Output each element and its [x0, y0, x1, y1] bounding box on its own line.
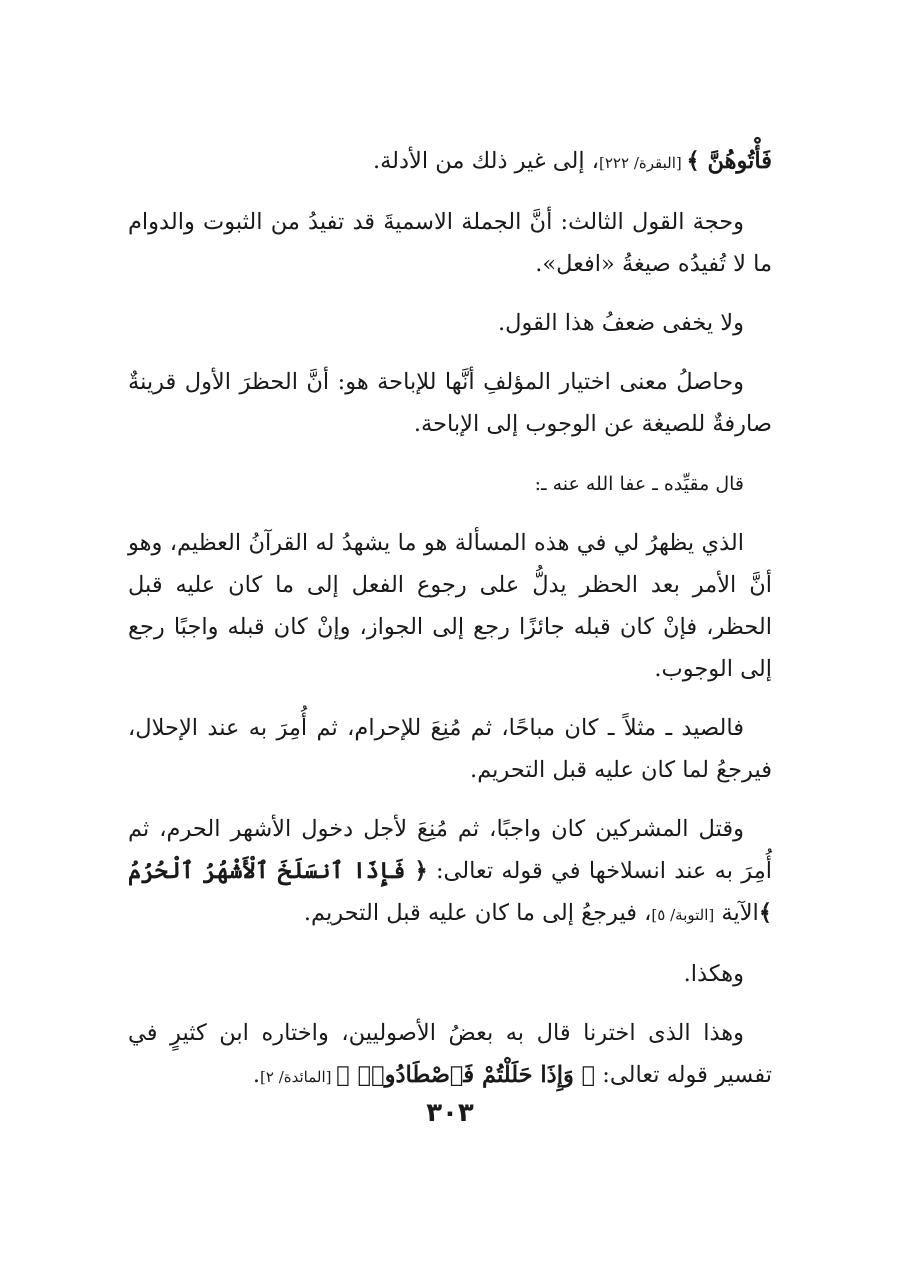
paragraph-text: الذي يظهرُ لي في هذه المسألة هو ما يشهدُ له القرآنُ العظيم، وهو أنَّ الأمر بعد الحظر يدلُّ على رجوع الفعل إلى ما كان عليه قبل الحظر، فإنْ كان قبله جائزًا رجع إلى الجواز، وإنْ كان قبله واجبًا رجع إلى الوجوب.: [128, 530, 772, 682]
quran-verse: ﴿ فَإِذَا ٱنسَلَخَ ٱلْأَشْهُرُ ٱلْحُرُمُ ﴾: [128, 858, 772, 926]
paragraph-hunting-example: [128, 707, 772, 791]
paragraph-text: ، فيرجعُ إلى ما كان عليه قبل التحريم.: [303, 900, 652, 926]
section-heading: قال مقيِّده ـ عفا الله عنه ـ:: [534, 473, 744, 495]
paragraph-commentator-view: [128, 522, 772, 690]
paragraph-commentator-heading: [128, 462, 772, 505]
paragraph-text: وهكذا.: [683, 961, 744, 987]
paragraph-text: وقتل المشركين كان واجبًا، ثم مُنِعَ لأجل دخول الأشهر الحرم، ثم أُمِرَ به عند انسلاخها في قوله تعالى:: [128, 816, 772, 884]
verse-reference: [البقرة/ ٢٢٢]: [599, 154, 687, 172]
paragraph-text: فالصيد ـ مثلاً ـ كان مباحًا، ثم مُنِعَ للإحرام، ثم أُمِرَ به عند الإحلال، فيرجعُ لما كان عليه قبل التحريم.: [128, 715, 772, 783]
verse-reference: [التوبة/ ٥]: [651, 906, 715, 924]
paragraph-fighting-example: [128, 808, 772, 936]
paragraph-third-opinion: [128, 201, 772, 285]
paragraph-ibn-kathir: [128, 1012, 772, 1098]
paragraph-text: الآية: [714, 900, 759, 926]
paragraph-and-so-on: [128, 953, 772, 995]
page-body: [128, 140, 772, 1115]
paragraph-text: ، إلى غير ذلك من الأدلة.: [372, 148, 600, 174]
paragraph-weakness: [128, 302, 772, 344]
paragraph-text: وحجة القول الثالث: أنَّ الجملة الاسميةَ قد تفيدُ من الثبوت والدوام ما لا تُفيدُه صيغةُ «افعل».: [128, 209, 772, 277]
verse-reference: [المائدة/ ٢]: [260, 1068, 337, 1086]
quran-verse: ﴿ وَإِذَا حَلَلْتُمْ فَٱصْطَادُوا۟ ﴾: [336, 1062, 596, 1088]
paragraph-author-choice: [128, 361, 772, 445]
paragraph-continuation: [128, 140, 772, 184]
paragraph-text: وهذا الذى اخترنا قال به بعضُ الأصوليين، واختاره ابن كثيرٍ في تفسير قوله تعالى:: [128, 1020, 772, 1088]
paragraph-text: وحاصلُ معنى اختيار المؤلفِ أنَّها للإباحة هو: أنَّ الحظرَ الأول قرينةٌ صارفةٌ للصيغة عن الوجوب إلى الإباحة.: [128, 369, 772, 437]
quran-verse: فَأْتُوهُنَّ ﴾: [686, 148, 772, 174]
paragraph-text: .: [252, 1062, 261, 1088]
page-number: ٣٠٣: [426, 1098, 474, 1128]
paragraph-text: ولا يخفى ضعفُ هذا القول.: [497, 310, 744, 336]
